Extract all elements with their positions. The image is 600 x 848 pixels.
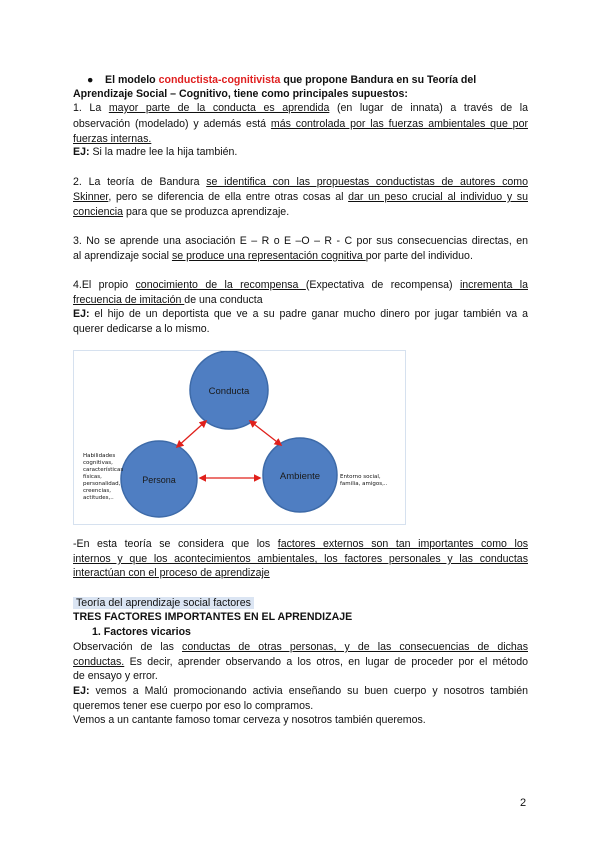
item2-line2: Skinner, pero se diferencia de ella entre otras cosas al dar un peso crucial al individuo y su [73, 191, 528, 203]
arrow-conducta-ambiente [250, 421, 281, 445]
section-p-line3: de ensayo y error. [73, 670, 158, 682]
summary-line3: interactúan con el proceso de aprendizaje [73, 567, 270, 579]
item4-line1: 4.El propio conocimiento de la recompensa (Expectativa de recompensa) incrementa la [73, 279, 528, 291]
item2-line3: conciencia para que se produzca aprendizaje. [73, 206, 290, 218]
section-example-line1: EJ: vemos a Malú promocionando activia enseñando su buen cuerpo y nosotros también [73, 685, 528, 697]
persona-note: Habilidades cognitivas, características físicas, personalidad, creencias, actitudes,.. [83, 453, 124, 501]
section-p-line2: conductas. Es decir, aprender observando a los otros, en lugar de proceder por el método [73, 656, 528, 668]
item1-example: EJ: Si la madre lee la hija también. [73, 146, 238, 158]
section-example-line3: Vemos a un cantante famoso tomar cerveza y nosotros también queremos. [73, 714, 426, 726]
item2-line1: 2. La teoría de Bandura se identifica con las propuestas conductistas de autores como [73, 176, 528, 188]
highlighted-term: conductista-cognitivista [158, 74, 281, 86]
subsection-heading: 1. Factores vicarios [92, 626, 191, 638]
item3-line1: 3. No se aprende una asociación E – R o E –O – R - C por sus consecuencias directas, en [73, 235, 528, 247]
section-heading: TRES FACTORES IMPORTANTES EN EL APRENDIZAJE [73, 611, 353, 623]
arrow-conducta-persona [177, 421, 206, 447]
diagram-svg [74, 351, 405, 524]
item4-line2: frecuencia de imitación de una conducta [73, 294, 263, 306]
ambiente-label: Ambiente [279, 471, 321, 482]
bullet-heading-line2: Aprendizaje Social – Cognitivo, tiene como principales supuestos: [73, 88, 408, 100]
section-example-line2: queremos tener ese cuerpo por eso lo compramos. [73, 700, 314, 712]
persona-label: Persona [142, 475, 176, 485]
item4-example-line1: EJ: el hijo de un deportista que ve a su padre ganar mucho dinero por jugar también va a [73, 308, 528, 320]
item1-line2: observación (modelado) y además está más controlada por las fuerzas ambientales que por [73, 118, 528, 130]
item1-line1: 1. La mayor parte de la conducta es aprendida (en lugar de innata) a través de la [73, 102, 528, 114]
triadic-reciprocity-diagram [73, 350, 406, 525]
summary-line1: -En esta teoría se considera que los factores externos son tan importantes como los [73, 538, 529, 550]
ambiente-note: Entorno social, familia, amigos,.. [340, 474, 388, 487]
conducta-label: Conducta [208, 386, 250, 397]
section-highlight: Teoría del aprendizaje social factores [73, 596, 528, 610]
summary-line2: internos y que los acontecimientos ambientales, los factores personales y las conductas [73, 553, 528, 565]
bullet-icon: ● [87, 74, 94, 86]
item1-line3: fuerzas internas. [73, 133, 152, 145]
page-number: 2 [520, 797, 527, 809]
item4-example-line2: querer dedicarse a lo mismo. [73, 323, 210, 335]
item3-line2: al aprendizaje social se produce una representación cognitiva por parte del individuo. [73, 250, 473, 262]
section-p-line1: Observación de las conductas de otras personas, y de las consecuencias de dichas [73, 641, 528, 653]
bullet-heading-line1: ● El modelo conductista-cognitivista que propone Bandura en su Teoría del [87, 74, 477, 86]
